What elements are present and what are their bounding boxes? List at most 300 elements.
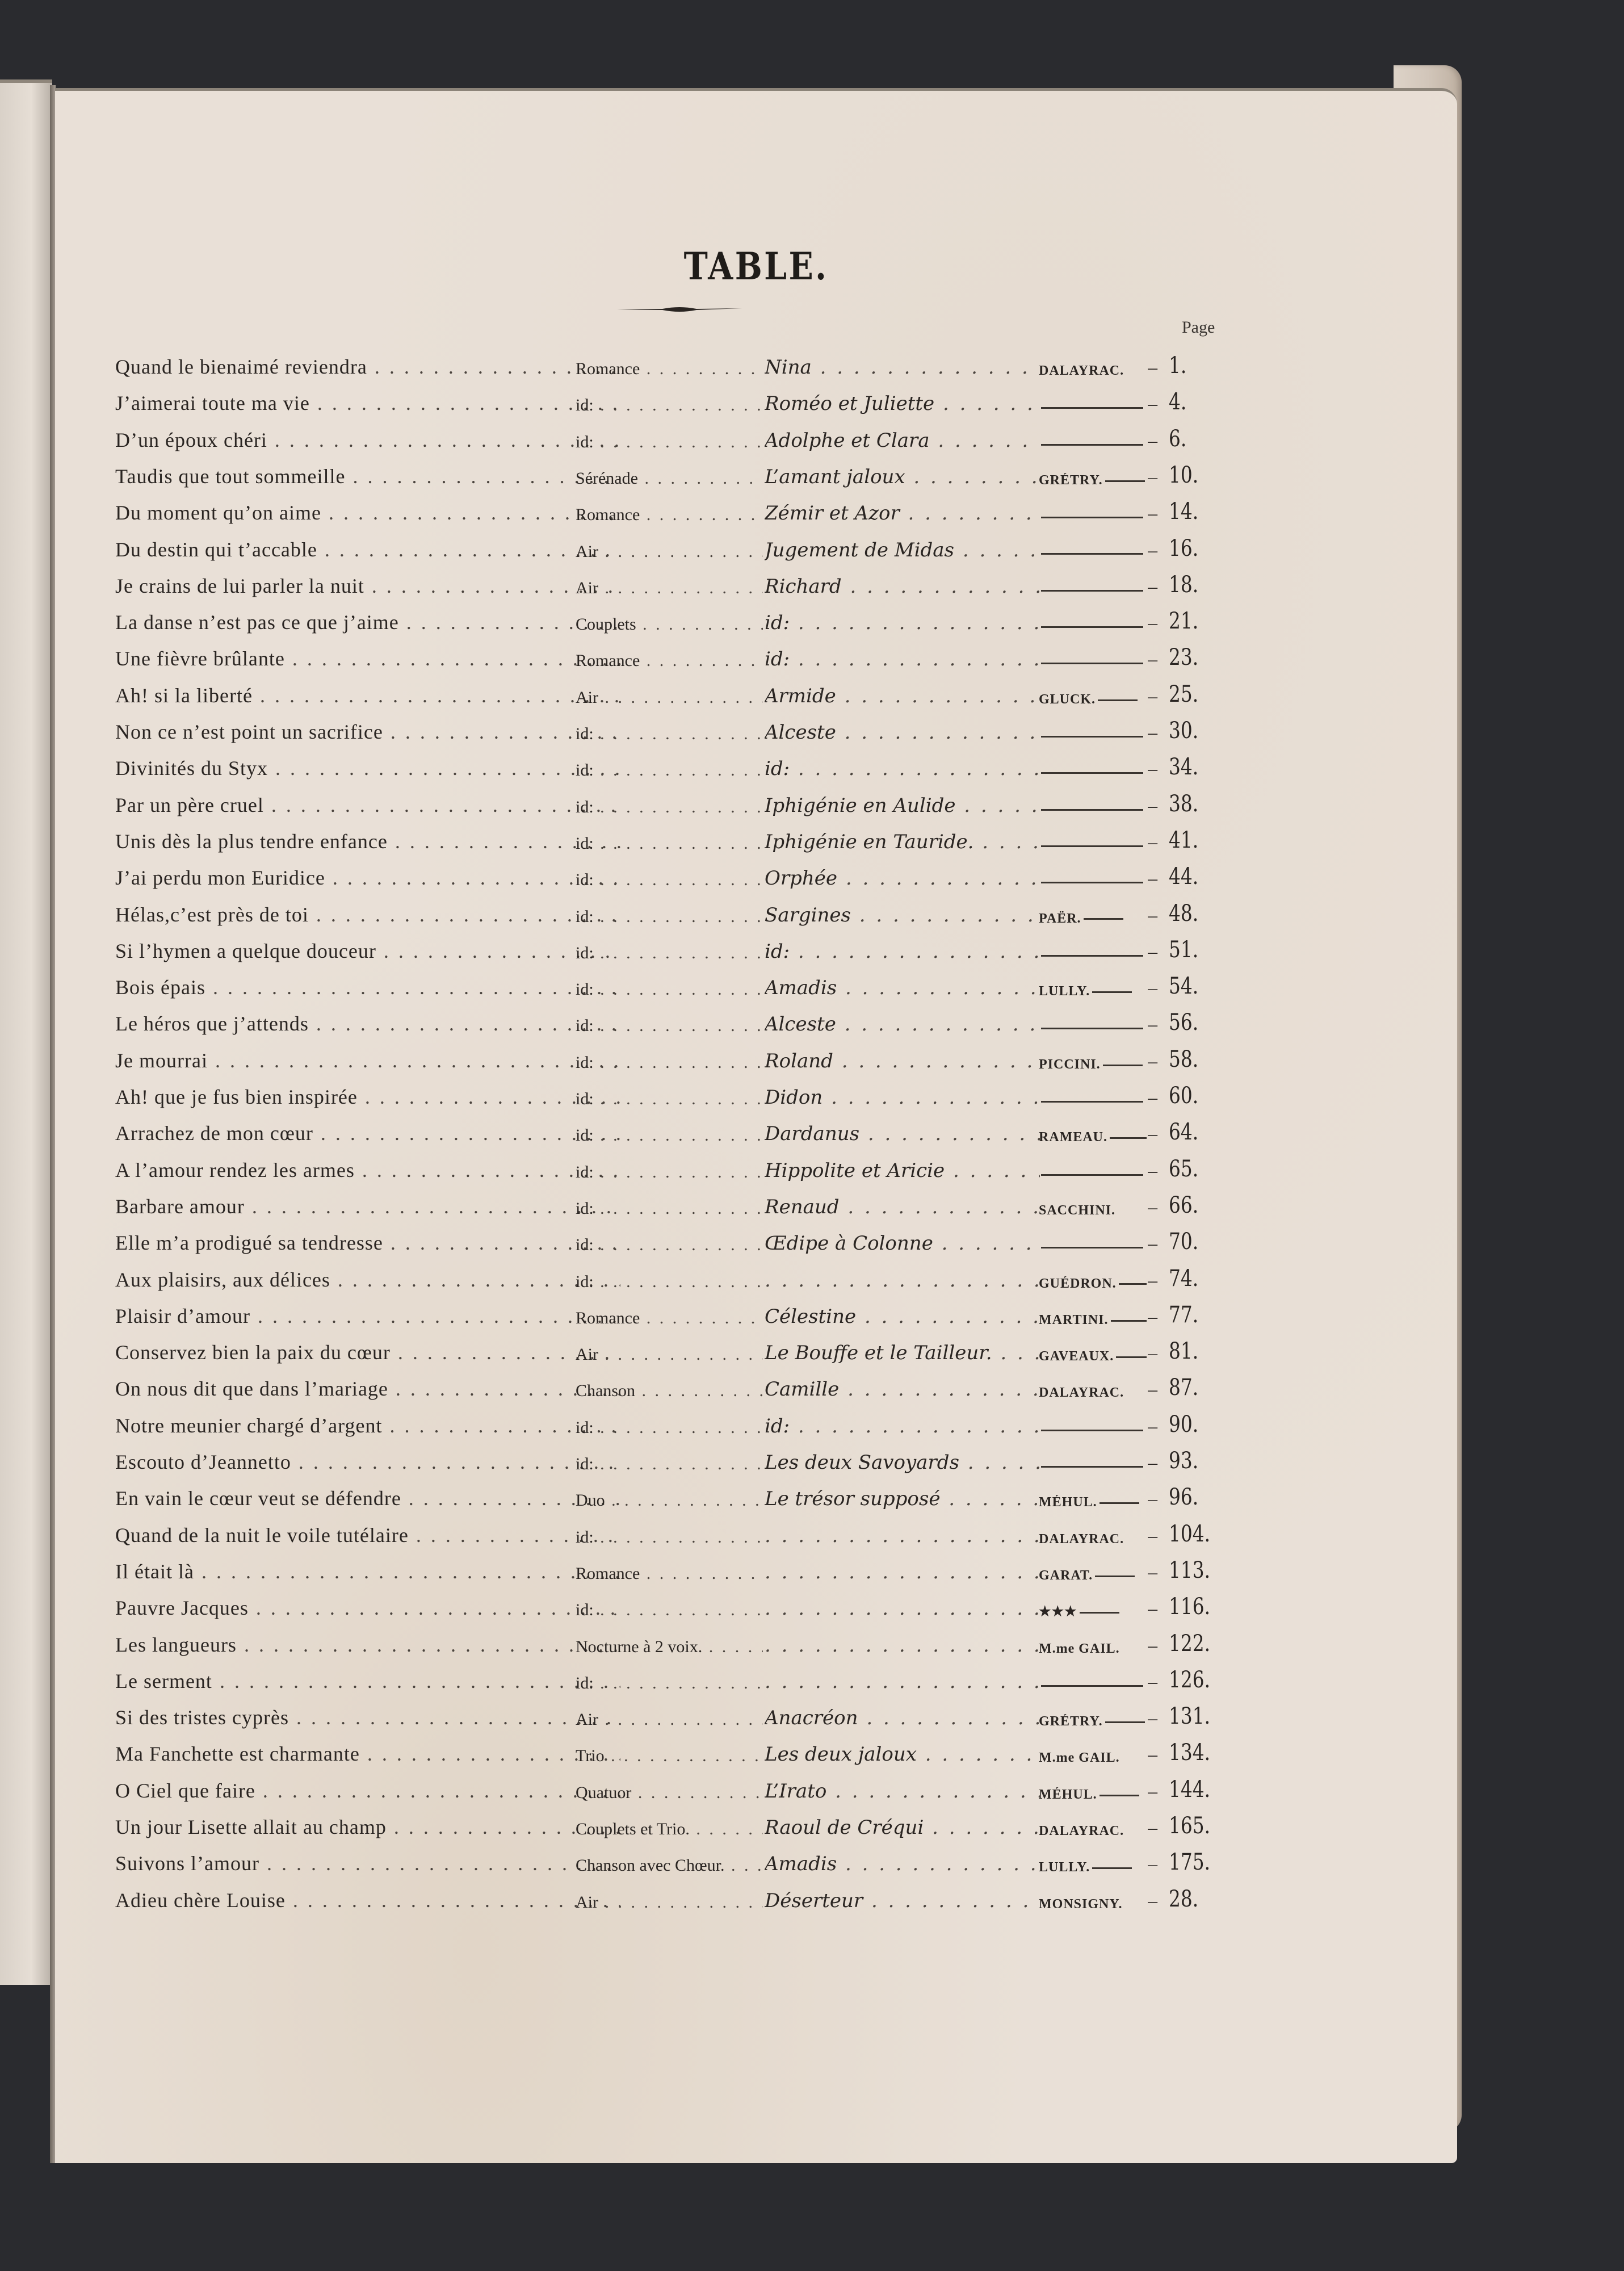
song-genre — [576, 944, 763, 963]
composer — [1039, 1714, 1147, 1729]
dash-separator: – — [1148, 539, 1157, 561]
page-number: 58. — [1169, 1046, 1199, 1072]
dash-separator: – — [1148, 1452, 1157, 1473]
opera-title — [765, 1488, 1040, 1510]
ditto-rule — [1041, 1174, 1143, 1176]
composer-text: ★★★ — [1039, 1604, 1077, 1620]
opera-title — [765, 1086, 1040, 1109]
dash-separator: – — [1148, 831, 1157, 853]
song-title-text: D’un époux chéri — [115, 428, 267, 451]
opera-title — [765, 648, 1040, 671]
composer — [1039, 583, 1147, 598]
composer — [1039, 1422, 1147, 1438]
composer-text: GLUCK. — [1039, 692, 1096, 707]
song-title — [115, 1158, 620, 1182]
dash-separator: – — [1148, 1635, 1157, 1656]
composer — [1039, 1276, 1147, 1292]
opera-title — [765, 1232, 1040, 1255]
page-number: 77. — [1169, 1301, 1199, 1328]
song-genre-text: id: — [576, 1126, 594, 1145]
page-number: 90. — [1169, 1411, 1199, 1438]
song-title-text: En vain le cœur veut se défendre — [115, 1487, 401, 1510]
song-genre — [576, 542, 763, 562]
title-ornament — [617, 305, 742, 313]
toc-row — [55, 1481, 1457, 1515]
ditto-rule — [1041, 845, 1143, 847]
ditto-rule — [1041, 772, 1143, 774]
song-genre — [576, 1564, 763, 1583]
song-genre — [576, 1053, 763, 1072]
composer — [1039, 1678, 1147, 1693]
composer-text: RAMEAU. — [1039, 1130, 1107, 1145]
ditto-rule — [1116, 1356, 1147, 1358]
song-title-text: Ah! que je fus bien inspirée — [115, 1086, 358, 1108]
opera-title-text: id: — [765, 648, 790, 671]
song-title — [115, 1523, 620, 1547]
opera-title-text: Amadis — [765, 977, 837, 1000]
toc-row — [55, 1189, 1457, 1223]
song-title — [115, 428, 620, 452]
song-genre — [576, 798, 763, 817]
page-number: 87. — [1169, 1375, 1199, 1401]
song-title-text: Taudis que tout sommeille — [115, 464, 346, 488]
song-title — [115, 903, 620, 927]
ditto-rule — [1110, 1137, 1147, 1139]
opera-title — [765, 831, 1040, 853]
composer-text: GARAT. — [1039, 1568, 1093, 1583]
song-title-text: Pauvre Jacques — [115, 1597, 249, 1620]
song-genre — [576, 359, 763, 379]
song-genre — [576, 1637, 763, 1657]
composer — [1039, 984, 1147, 999]
song-genre — [576, 1199, 763, 1218]
song-title-text: Barbare amour — [115, 1195, 245, 1218]
song-genre-text: id: — [576, 432, 594, 451]
dash-separator: – — [1148, 722, 1157, 743]
composer — [1039, 1130, 1147, 1145]
song-title — [115, 866, 620, 890]
dash-separator: – — [1148, 357, 1157, 378]
song-title-text: Adieu chère Louise — [115, 1888, 286, 1912]
song-genre-text: id: — [576, 980, 594, 999]
song-genre-text: Romance — [576, 1308, 640, 1327]
page-number: 23. — [1169, 644, 1199, 671]
opera-title-text: Sargines — [765, 903, 851, 927]
opera-title-text: Adolphe et Clara — [765, 429, 930, 452]
ditto-rule — [1080, 1612, 1119, 1614]
page-number: 134. — [1169, 1740, 1211, 1766]
opera-title-text: L’amant jaloux — [765, 465, 905, 488]
opera-title-text: Didon — [765, 1086, 823, 1109]
page-number: 64. — [1169, 1119, 1199, 1146]
opera-title-text: Amadis — [765, 1853, 837, 1876]
song-title-text: Bois épais — [115, 976, 205, 999]
song-title-text: Suivons l’amour — [115, 1852, 259, 1875]
song-title — [115, 1633, 620, 1657]
ditto-rule — [1119, 1283, 1147, 1285]
opera-title — [765, 1305, 1040, 1328]
composer — [1039, 363, 1147, 379]
song-title-text: Ah! si la liberté — [115, 684, 253, 707]
dash-separator: – — [1148, 393, 1157, 415]
opera-title — [765, 1853, 1040, 1875]
song-genre — [576, 834, 763, 853]
page-number: 60. — [1169, 1083, 1199, 1109]
song-genre — [576, 1418, 763, 1438]
page-number: 28. — [1169, 1885, 1199, 1912]
composer — [1039, 1020, 1147, 1036]
song-title-text: Elle m’a prodigué sa tendresse — [115, 1231, 383, 1255]
composer — [1039, 838, 1147, 853]
composer — [1039, 1385, 1147, 1401]
song-genre-text: Air — [576, 542, 598, 561]
ditto-rule — [1105, 1721, 1145, 1723]
song-genre-text: Chanson — [576, 1381, 635, 1401]
song-title — [115, 538, 620, 562]
song-title — [115, 1779, 620, 1803]
opera-title — [765, 502, 1040, 525]
composer — [1039, 473, 1147, 488]
dash-separator: – — [1148, 576, 1157, 597]
opera-title-text: Alceste — [765, 721, 836, 744]
song-title — [115, 1340, 620, 1364]
opera-title — [765, 1889, 1040, 1912]
toc-row — [55, 1371, 1457, 1405]
song-title-text: Notre meunier chargé d’argent — [115, 1414, 383, 1437]
dash-separator: – — [1148, 1233, 1157, 1255]
page-number: 21. — [1169, 608, 1199, 635]
opera-title-text: id: — [765, 757, 790, 781]
page-number: 66. — [1169, 1192, 1199, 1218]
ditto-rule — [1105, 480, 1145, 482]
toc-row — [55, 1262, 1457, 1296]
song-title — [115, 684, 620, 707]
opera-title — [765, 1378, 1040, 1401]
toc-row — [55, 1736, 1457, 1770]
song-genre-text: id: — [576, 797, 594, 816]
opera-title-text: L’Irato — [765, 1779, 827, 1803]
song-title-text: Une fièvre brûlante — [115, 647, 285, 671]
song-genre — [576, 1893, 763, 1912]
song-title — [115, 1414, 620, 1438]
ditto-rule — [1041, 626, 1143, 628]
toc-row — [55, 459, 1457, 493]
opera-title-text: Raoul de Créqui — [765, 1816, 924, 1839]
song-title-text: Quand le bienaimé reviendra — [115, 355, 367, 378]
song-genre — [576, 615, 763, 634]
song-title — [115, 939, 620, 963]
composer-text: GRÉTRY. — [1039, 472, 1103, 488]
dash-separator: – — [1148, 1744, 1157, 1766]
song-genre — [576, 1710, 763, 1729]
page-number: 96. — [1169, 1484, 1199, 1511]
opera-title — [765, 429, 1040, 452]
toc-row — [55, 1773, 1457, 1807]
song-genre — [576, 1272, 763, 1292]
song-genre — [576, 1674, 763, 1693]
composer-text: MARTINI. — [1039, 1312, 1109, 1327]
dash-separator: – — [1148, 613, 1157, 634]
song-genre — [576, 1746, 763, 1766]
ditto-rule — [1041, 444, 1143, 446]
toc-row — [55, 1700, 1457, 1734]
page-number: 18. — [1169, 571, 1199, 598]
song-title — [115, 1888, 620, 1912]
opera-title — [765, 1670, 1040, 1693]
song-title — [115, 793, 620, 817]
page-number: 70. — [1169, 1229, 1199, 1255]
dash-separator: – — [1148, 685, 1157, 707]
page-number: 6. — [1169, 425, 1187, 452]
song-title-text: Non ce n’est point un sacrifice — [115, 720, 383, 743]
page-title: TABLE. — [683, 244, 829, 288]
opera-title — [765, 904, 1040, 927]
composer — [1039, 655, 1147, 671]
song-genre — [576, 1345, 763, 1364]
song-genre-text: id: — [576, 761, 594, 780]
page-number: 30. — [1169, 718, 1199, 744]
page-number: 34. — [1169, 754, 1199, 781]
song-genre-text: id: — [576, 1016, 594, 1036]
song-title — [115, 1596, 620, 1620]
opera-title-text: Roland — [765, 1049, 833, 1072]
toc-row — [55, 714, 1457, 748]
song-genre-text: id: — [576, 1090, 594, 1108]
song-genre-text: id: — [576, 724, 594, 743]
song-genre — [576, 1381, 763, 1401]
dash-separator: – — [1148, 1780, 1157, 1802]
ditto-rule — [1041, 736, 1143, 738]
song-genre-text: Couplets — [576, 615, 636, 634]
page-number: 14. — [1169, 498, 1199, 525]
toc-row — [55, 1518, 1457, 1552]
song-title — [115, 574, 620, 598]
dash-separator: – — [1148, 1050, 1157, 1072]
composer — [1039, 1459, 1147, 1474]
song-title-text: O Ciel que faire — [115, 1779, 255, 1802]
page-number: 131. — [1169, 1703, 1211, 1730]
page-number: 4. — [1169, 389, 1187, 416]
song-genre — [576, 1309, 763, 1328]
opera-title — [765, 721, 1040, 744]
toc-row — [55, 386, 1457, 420]
song-genre — [576, 980, 763, 999]
opera-title — [765, 1634, 1040, 1657]
song-title — [115, 1669, 620, 1693]
song-title-text: Le héros que j’attends — [115, 1012, 309, 1036]
composer — [1039, 765, 1147, 780]
composer — [1039, 1532, 1147, 1547]
opera-title — [765, 1159, 1040, 1182]
song-title-text: Les langueurs — [115, 1633, 237, 1656]
composer — [1039, 802, 1147, 817]
dash-separator: – — [1148, 1343, 1157, 1364]
composer-text: SACCHINI. — [1039, 1202, 1116, 1218]
song-genre-text: Romance — [576, 505, 640, 525]
song-genre — [576, 1600, 763, 1620]
toc-row — [55, 568, 1457, 602]
opera-title — [765, 1561, 1040, 1583]
song-genre-text: id: — [576, 1418, 594, 1437]
song-genre-text: Romance — [576, 651, 640, 671]
song-title-text: Quand de la nuit le voile tutélaire — [115, 1523, 409, 1547]
toc-row — [55, 970, 1457, 1004]
song-genre-text: Romance — [576, 359, 640, 378]
opera-title-text: Déserteur — [765, 1889, 863, 1912]
song-title — [115, 1742, 620, 1766]
song-genre — [576, 724, 763, 744]
toc-row — [55, 933, 1457, 967]
opera-title — [765, 940, 1040, 963]
song-title-text: Unis dès la plus tendre enfance — [115, 829, 388, 853]
song-title — [115, 501, 620, 525]
song-genre — [576, 1455, 763, 1474]
dash-separator: – — [1148, 1671, 1157, 1692]
opera-title — [765, 1780, 1040, 1803]
toc-row — [55, 1079, 1457, 1113]
composer — [1039, 911, 1147, 927]
opera-title-text: Dardanus — [765, 1122, 860, 1146]
opera-title — [765, 1597, 1040, 1620]
song-genre-text: Romance — [576, 1564, 640, 1583]
song-genre — [576, 469, 763, 488]
page-number: 44. — [1169, 864, 1199, 890]
composer — [1039, 509, 1147, 525]
opera-title-text: Le trésor supposé — [765, 1488, 941, 1511]
page-number: 126. — [1169, 1666, 1211, 1693]
opera-title — [765, 1050, 1040, 1072]
composer — [1039, 1495, 1147, 1510]
opera-title — [765, 1743, 1040, 1766]
song-genre-text: Air — [576, 688, 598, 707]
song-genre — [576, 651, 763, 671]
toc-row — [55, 824, 1457, 858]
song-genre-text: id: — [576, 1600, 594, 1620]
composer — [1039, 1860, 1147, 1875]
song-genre — [576, 688, 763, 707]
song-genre — [576, 579, 763, 598]
composer — [1039, 1349, 1147, 1364]
toc-row — [55, 897, 1457, 931]
ditto-rule — [1041, 1685, 1143, 1687]
song-title — [115, 1085, 620, 1109]
song-title — [115, 610, 620, 634]
composer-text: DALAYRAC. — [1039, 1531, 1124, 1547]
song-genre-text: id: — [576, 1455, 594, 1473]
dash-separator: – — [1148, 1598, 1157, 1620]
toc-row — [55, 641, 1457, 675]
song-title-text: Plaisir d’amour — [115, 1304, 250, 1327]
ditto-rule — [1098, 699, 1138, 701]
dash-separator: – — [1148, 1014, 1157, 1036]
page-number: 81. — [1169, 1338, 1199, 1365]
toc-row — [55, 751, 1457, 785]
dash-separator: – — [1148, 1196, 1157, 1218]
opera-title-text: id: — [765, 940, 790, 963]
song-genre — [576, 1016, 763, 1036]
song-genre — [576, 1528, 763, 1547]
song-genre-text: Duo — [576, 1491, 605, 1510]
composer — [1039, 1203, 1147, 1218]
ditto-rule — [1041, 809, 1143, 811]
toc-row — [55, 1043, 1457, 1077]
song-genre-text: Air — [576, 1892, 598, 1912]
composer — [1039, 1057, 1147, 1072]
toc-row — [55, 1883, 1457, 1917]
composer-text: GAVEAUX. — [1039, 1349, 1114, 1364]
composer — [1039, 437, 1147, 452]
composer — [1039, 1641, 1147, 1657]
composer — [1039, 1603, 1147, 1620]
opera-title-text: Alceste — [765, 1013, 836, 1036]
song-genre — [576, 505, 763, 525]
toc-row — [55, 1590, 1457, 1624]
song-genre-text: id: — [576, 1053, 594, 1072]
opera-title — [765, 356, 1040, 379]
toc-row — [55, 1153, 1457, 1187]
song-title-text: Si l’hymen a quelque douceur — [115, 939, 376, 962]
opera-title-text: Roméo et Juliette — [765, 392, 935, 416]
song-genre — [576, 433, 763, 452]
opera-title — [765, 685, 1040, 707]
song-genre-text: Air — [576, 578, 598, 597]
composer — [1039, 1750, 1147, 1766]
opera-title — [765, 867, 1040, 890]
toc-row — [55, 1809, 1457, 1843]
opera-title — [765, 1707, 1040, 1729]
facing-page-edge — [0, 79, 52, 1985]
song-title-text: Par un père cruel — [115, 793, 264, 816]
opera-title — [765, 539, 1040, 562]
song-genre-text: id: — [576, 1527, 594, 1547]
ditto-rule — [1041, 517, 1143, 518]
composer-text: MÉHUL. — [1039, 1495, 1097, 1510]
opera-title-text: Orphée — [765, 867, 838, 890]
song-title — [115, 975, 620, 999]
dash-separator: – — [1148, 1890, 1157, 1912]
composer-text: DALAYRAC. — [1039, 1824, 1124, 1838]
dash-separator: – — [1148, 1708, 1157, 1729]
composer-text: MÉHUL. — [1039, 1787, 1097, 1802]
page-number: 93. — [1169, 1448, 1199, 1474]
song-genre — [576, 1491, 763, 1510]
opera-title — [765, 1013, 1040, 1036]
opera-title — [765, 611, 1040, 634]
composer — [1039, 400, 1147, 415]
composer-text: GRÉTRY. — [1039, 1714, 1103, 1729]
ditto-rule — [1084, 918, 1123, 920]
song-genre — [576, 1126, 763, 1145]
toc-row — [55, 1408, 1457, 1442]
song-title-text: Du moment qu’on aime — [115, 501, 321, 525]
ditto-rule — [1041, 590, 1143, 592]
song-title-text: Conservez bien la paix du cœur — [115, 1341, 391, 1364]
composer-text: PAËR. — [1039, 911, 1081, 926]
composer-text: GUÉDRON. — [1039, 1276, 1117, 1291]
song-title-text: Escouto d’Jeannetto — [115, 1451, 291, 1473]
song-title — [115, 720, 620, 744]
ditto-rule — [1041, 1101, 1143, 1103]
song-genre-text: Chanson avec Chœur. — [576, 1856, 725, 1875]
song-genre-text: id: — [576, 943, 594, 962]
song-genre — [576, 870, 763, 890]
song-title — [115, 1304, 620, 1328]
song-title — [115, 1121, 620, 1145]
song-genre-text: id: — [576, 1199, 594, 1218]
song-genre-text: Nocturne à 2 voix. — [576, 1637, 703, 1656]
song-title-text: Aux plaisirs, aux délices — [115, 1268, 330, 1291]
song-title — [115, 1486, 620, 1510]
